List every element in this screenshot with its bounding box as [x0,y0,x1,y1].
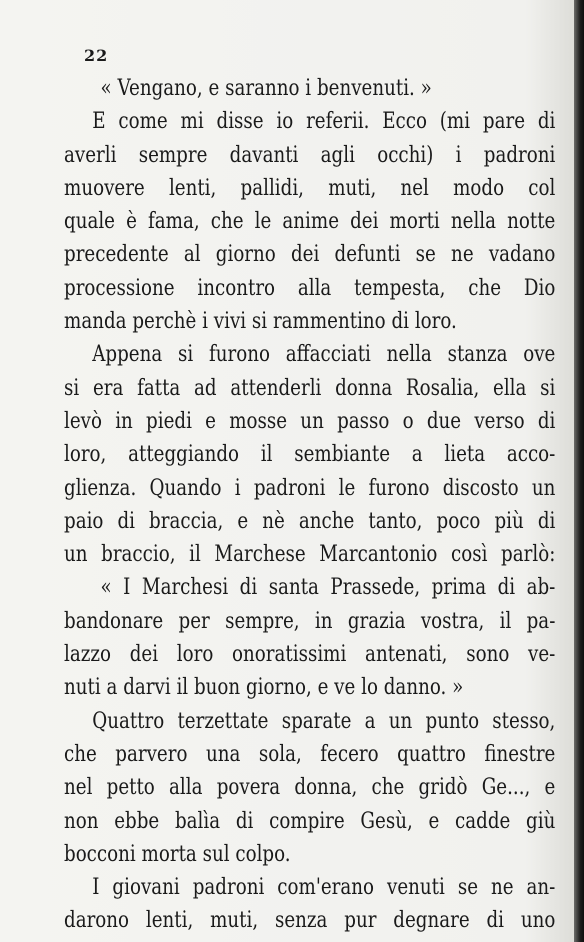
text-line: Quattro terzettate sparate a un punto stesso, [92,708,556,734]
text-line: bocconi morta sul colpo. [64,841,291,867]
text-line: un braccio, il Marchese Marcantonio così parlò: [64,542,556,568]
text-line: E come mi disse io referii. Ecco (mi pare di [92,109,556,135]
page-number: 22 [84,46,109,65]
text-line: manda perchè i vivi si rammentino di loro. [64,309,457,335]
text-line: processione incontro alla tempesta, che Dio [64,275,556,301]
text-line: « I Marchesi di santa Prassede, prima di ab- [100,575,556,601]
text-line: non ebbe balìa di compire Gesù, e cadde giù [64,808,556,834]
text-line: nuti a darvi il buon giorno, e ve lo danno. » [64,675,464,701]
text-line: darono lenti, muti, senza pur degnare di uno [64,908,556,934]
text-line: si era fatta ad attenderli donna Rosalia, ella si [64,375,556,401]
book-spine-shadow [574,0,584,942]
text-line: I giovani padroni com'erano venuti se ne an- [92,875,556,901]
text-line: glienza. Quando i padroni le furono discosto un [64,475,556,501]
text-line: loro, atteggiando il sembiante a lieta acco- [64,442,556,468]
text-line: levò in piedi e mosse un passo o due verso di [64,408,556,434]
text-line: precedente al giorno dei defunti se ne vadano [64,242,556,268]
text-line: paio di braccia, e nè anche tanto, poco più di [64,508,556,534]
text-line: « Vengano, e saranno i benvenuti. » [100,76,432,101]
text-line: muovere lenti, pallidi, muti, nel modo col [64,175,556,201]
text-line: quale è fama, che le anime dei morti nella notte [64,209,556,235]
text-line: Appena si furono affacciati nella stanza ove [92,342,556,368]
text-line: nel petto alla povera donna, che gridò Ge..., e [64,775,556,801]
text-line: bandonare per sempre, in grazia vostra, il pa- [64,608,556,634]
body-text [64,72,555,938]
text-line: lazzo dei loro onoratissimi antenati, sono ve- [64,642,556,668]
text-line: che parvero una sola, fecero quattro finestre [64,741,556,767]
text-line: averli sempre davanti agli occhi) i padroni [64,142,556,168]
